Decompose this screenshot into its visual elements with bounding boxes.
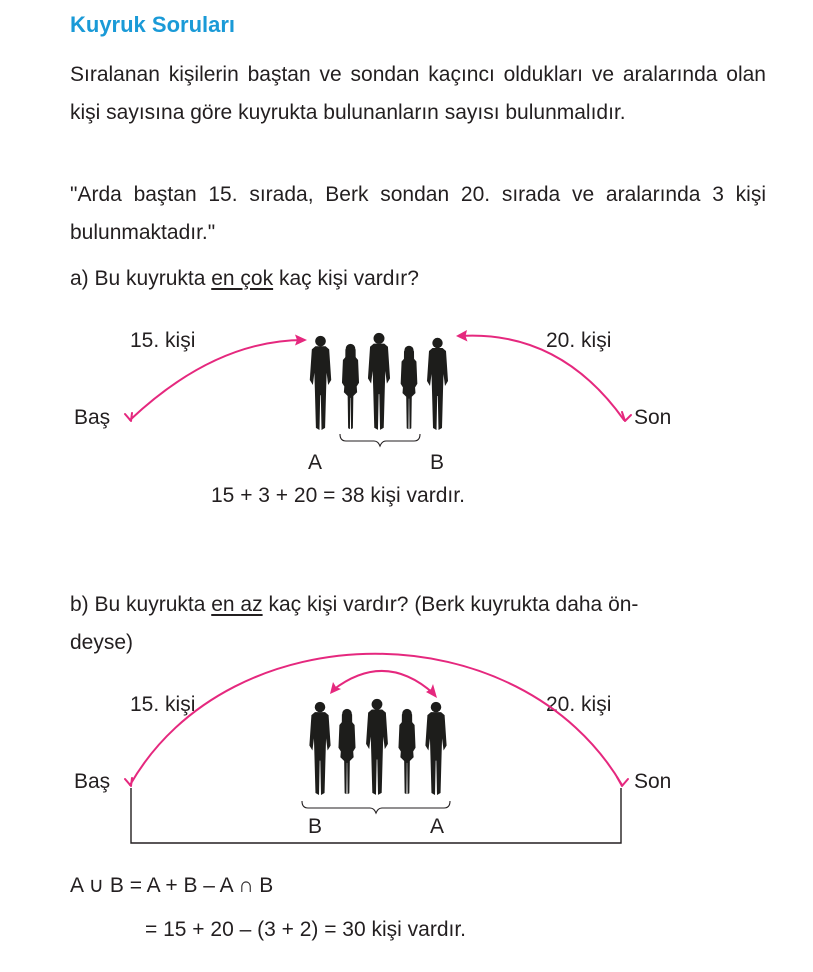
person-silhouette — [310, 336, 331, 430]
diagram-b-end-arrowhead — [617, 777, 628, 786]
intro-paragraph: Sıralanan kişilerin baştan ve sondan kaçıncı oldukları ve aralarında olan kişi sayısına göre kuyrukta bulunanların sayısı bulunmalıdır. — [70, 63, 766, 124]
diagram-a-brace — [340, 434, 420, 446]
diagram-a-right-count: 20. kişi — [546, 329, 612, 352]
diagram-b-people — [309, 699, 446, 795]
person-silhouette — [338, 709, 355, 794]
person-silhouette — [427, 338, 448, 430]
diagram-a-result: 15 + 3 + 20 = 38 kişi vardır. — [211, 484, 465, 507]
diagram-a-left-arc — [130, 340, 304, 420]
diagram-b-bracket — [131, 788, 621, 843]
diagram-b-brace — [302, 801, 450, 813]
question-b-emphasis: en az — [211, 593, 263, 616]
diagram-b-left-count: 15. kişi — [130, 693, 196, 716]
question-b-line2: deyse) — [70, 631, 134, 654]
diagram-b-start-arrowhead — [125, 778, 132, 786]
formula-line2: = 15 + 20 – (3 + 2) = 30 kişi vardır. — [145, 918, 467, 941]
question-a-suffix: kaç kişi vardır? — [273, 267, 419, 290]
person-silhouette — [401, 346, 418, 429]
diagram-a-label-right: B — [430, 451, 445, 474]
diagram-a-people — [310, 333, 448, 430]
diagram-b-inner-arc — [333, 671, 434, 694]
person-silhouette — [366, 699, 388, 795]
person-silhouette — [309, 702, 330, 795]
person-silhouette — [342, 344, 359, 429]
diagram-b-right-count: 20. kişi — [546, 693, 612, 716]
person-silhouette — [368, 333, 390, 430]
person-silhouette — [425, 702, 446, 795]
question-b-suffix: kaç kişi vardır? (Berk kuyrukta daha ön- — [262, 593, 639, 616]
person-silhouette — [398, 709, 415, 794]
diagram-b-end: Son — [634, 770, 672, 793]
diagram-b-inner-left-arrowhead — [330, 682, 341, 694]
question-b-prefix: b) Bu kuyrukta — [70, 593, 212, 616]
example-paragraph: "Arda baştan 15. sırada, Berk sondan 20. sırada ve aralarında 3 kişi bulunmaktadır." — [70, 183, 766, 244]
question-a-emphasis: en çok — [211, 267, 274, 290]
diagram-b-inner-right-arrowhead — [426, 684, 437, 698]
diagram-b-label-left: B — [308, 815, 323, 838]
diagram-a-label-left: A — [308, 451, 323, 474]
question-a-prefix: a) Bu kuyrukta — [70, 267, 212, 290]
page-title: Kuyruk Soruları — [70, 12, 236, 37]
diagram-a-start-arrowhead — [125, 413, 132, 421]
diagram-a-start: Baş — [74, 406, 111, 429]
diagram-a-right-arc — [460, 336, 624, 420]
formula-line1: A ∪ B = A + B – A ∩ B — [70, 874, 274, 897]
diagram-b-label-right: A — [430, 815, 445, 838]
diagram-a-left-count: 15. kişi — [130, 329, 196, 352]
diagram-b-start: Baş — [74, 770, 111, 793]
diagram-a-end: Son — [634, 406, 672, 429]
